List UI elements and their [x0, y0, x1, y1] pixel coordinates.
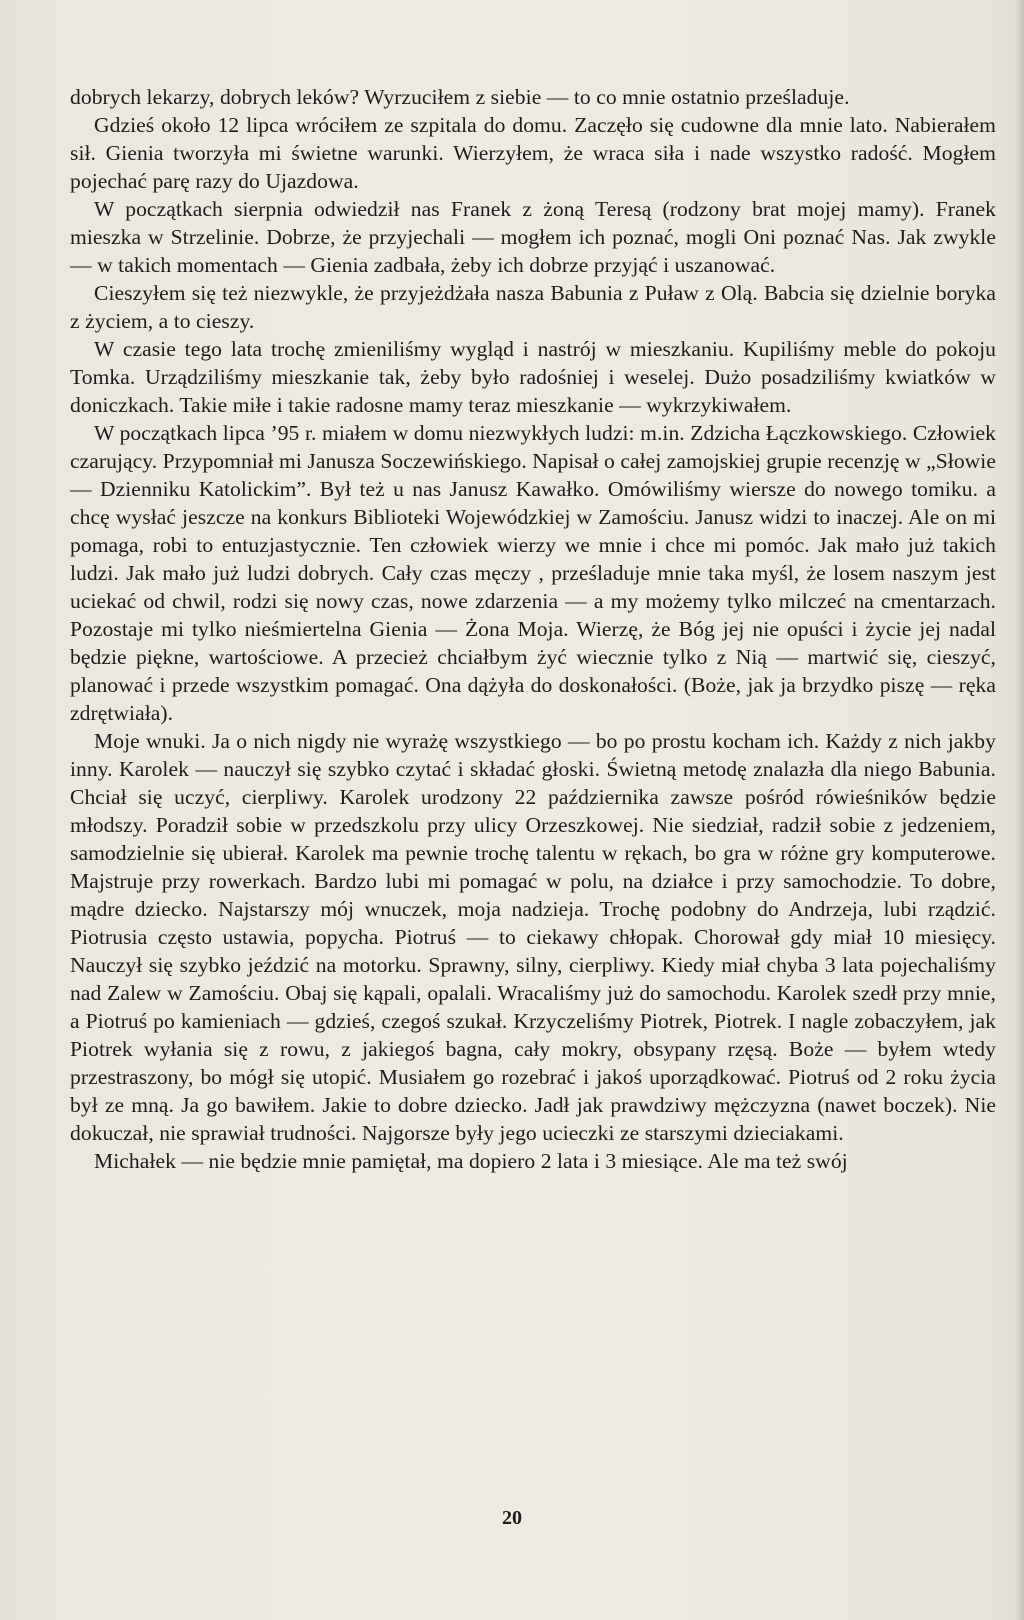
page-number: 20 — [502, 1507, 522, 1529]
paragraph: Michałek — nie będzie mnie pamiętał, ma dopiero 2 lata i 3 miesiące. Ale ma też swój — [94, 1149, 848, 1173]
body-text — [70, 83, 996, 1175]
paragraph: Cieszyłem się też niezwykle, że przyjeżdżała nasza Babunia z Puław z Olą. Babcia się dzielnie boryka z życiem, a to cieszy. — [70, 281, 996, 333]
paragraph: W początkach lipca ’95 r. miałem w domu niezwykłych ludzi: m.in. Zdzicha Łączkowskiego. Człowiek czarujący. Przypomniał mi Janusza Soczewińskiego. Napisał o całej zamojskiej grupie recenzję w „Słowie — Dzienniku Katolickim”. Był też u nas Janusz Kawałko. Omówiliśmy wiersze do nowego tomiku. a chcę wysłać jeszcze na konkurs Biblioteki Wojewódzkiej w Zamościu. Janusz widzi to inaczej. Ale on mi pomaga, robi to entuzjastycznie. Ten człowiek wierzy we mnie i chce mi pomóc. Jak mało już takich ludzi. Jak mało już ludzi dobrych. Cały czas męczy , prześladuje mnie taka myśl, że losem naszym jest uciekać od chwil, rodzi się nowy czas, nowe zdarzenia — a my możemy tylko milczeć na cmentarzach. Pozostaje mi tylko nieśmiertelna Gienia — Żona Moja. Wierzę, że Bóg jej nie opuści i życie jej nadal będzie piękne, wartościowe. A przecież chciałbym żyć wiecznie tylko z Nią — martwić się, cieszyć, planować i przede wszystkim pomagać. Ona dążyła do doskonałości. (Boże, jak ja brzydko piszę — ręka zdrętwiała). — [70, 421, 996, 725]
paragraph: W początkach sierpnia odwiedził nas Franek z żoną Teresą (rodzony brat mojej mamy). Franek mieszka w Strzelinie. Dobrze, że przyjechali — mogłem ich poznać, mogli Oni poznać Nas. Jak zwykle — w takich momentach — Gienia zadbała, żeby ich dobrze przyjąć i uszanować. — [70, 197, 996, 277]
page-edge-shadow — [1016, 0, 1024, 1620]
paragraph: Moje wnuki. Ja o nich nigdy nie wyrażę wszystkiego — bo po prostu kocham ich. Każdy z nich jakby inny. Karolek — nauczył się szybko czytać i składać głoski. Świetną metodę znalazła dla niego Babunia. Chciał się uczyć, cierpliwy. Karolek urodzony 22 października zawsze pośród rówieśników będzie młodszy. Poradził sobie w przedszkolu przy ulicy Orzeszkowej. Nie siedział, radził sobie z jedzeniem, samodzielnie się ubierał. Karolek ma pewnie trochę talentu w rękach, bo gra w różne gry komputerowe. Majstruje przy rowerkach. Bardzo lubi mi pomagać w polu, na działce i przy samochodzie. To dobre, mądre dziecko. Najstarszy mój wnuczek, moja nadzieja. Trochę podobny do Andrzeja, lubi rządzić. Piotrusia często ustawia, popycha. Piotruś — to ciekawy chłopak. Chorował gdy miał 10 miesięcy. Nauczył się szybko jeździć na motorku. Sprawny, silny, cierpliwy. Kiedy miał chyba 3 lata pojechaliśmy nad Zalew w Zamościu. Obaj się kąpali, opalali. Wracaliśmy już do samochodu. Karolek szedł przy mnie, a Piotruś po kamieniach — gdzieś, czegoś szukał. Krzyczeliśmy Piotrek, Piotrek. I nagle zobaczyłem, jak Piotrek wyłania się z rowu, z jakiegoś bagna, cały mokry, obsypany rzęsą. Boże — byłem wtedy przestraszony, bo mógł się utopić. Musiałem go rozebrać i jakoś uporządkować. Piotruś od 2 roku życia był ze mną. Ja go bawiłem. Jakie to dobre dziecko. Jadł jak prawdziwy mężczyzna (nawet boczek). Nie dokuczał, nie sprawiał trudności. Najgorsze były jego ucieczki ze starszymi dzieciakami. — [70, 729, 996, 1145]
paragraph: W czasie tego lata trochę zmieniliśmy wygląd i nastrój w mieszkaniu. Kupiliśmy meble do pokoju Tomka. Urządziliśmy mieszkanie tak, żeby było radośniej i weselej. Dużo posadziliśmy kwiatków w doniczkach. Takie miłe i takie radosne mamy teraz mieszkanie — wykrzykiwałem. — [70, 337, 996, 417]
paragraph: Gdzieś około 12 lipca wróciłem ze szpitala do domu. Zaczęło się cudowne dla mnie lato. Nabierałem sił. Gienia tworzyła mi świetne warunki. Wierzyłem, że wraca siła i nade wszystko radość. Mogłem pojechać parę razy do Ujazdowa. — [70, 113, 996, 193]
paragraph: dobrych lekarzy, dobrych leków? Wyrzuciłem z siebie — to co mnie ostatnio prześladuje. — [70, 85, 850, 109]
